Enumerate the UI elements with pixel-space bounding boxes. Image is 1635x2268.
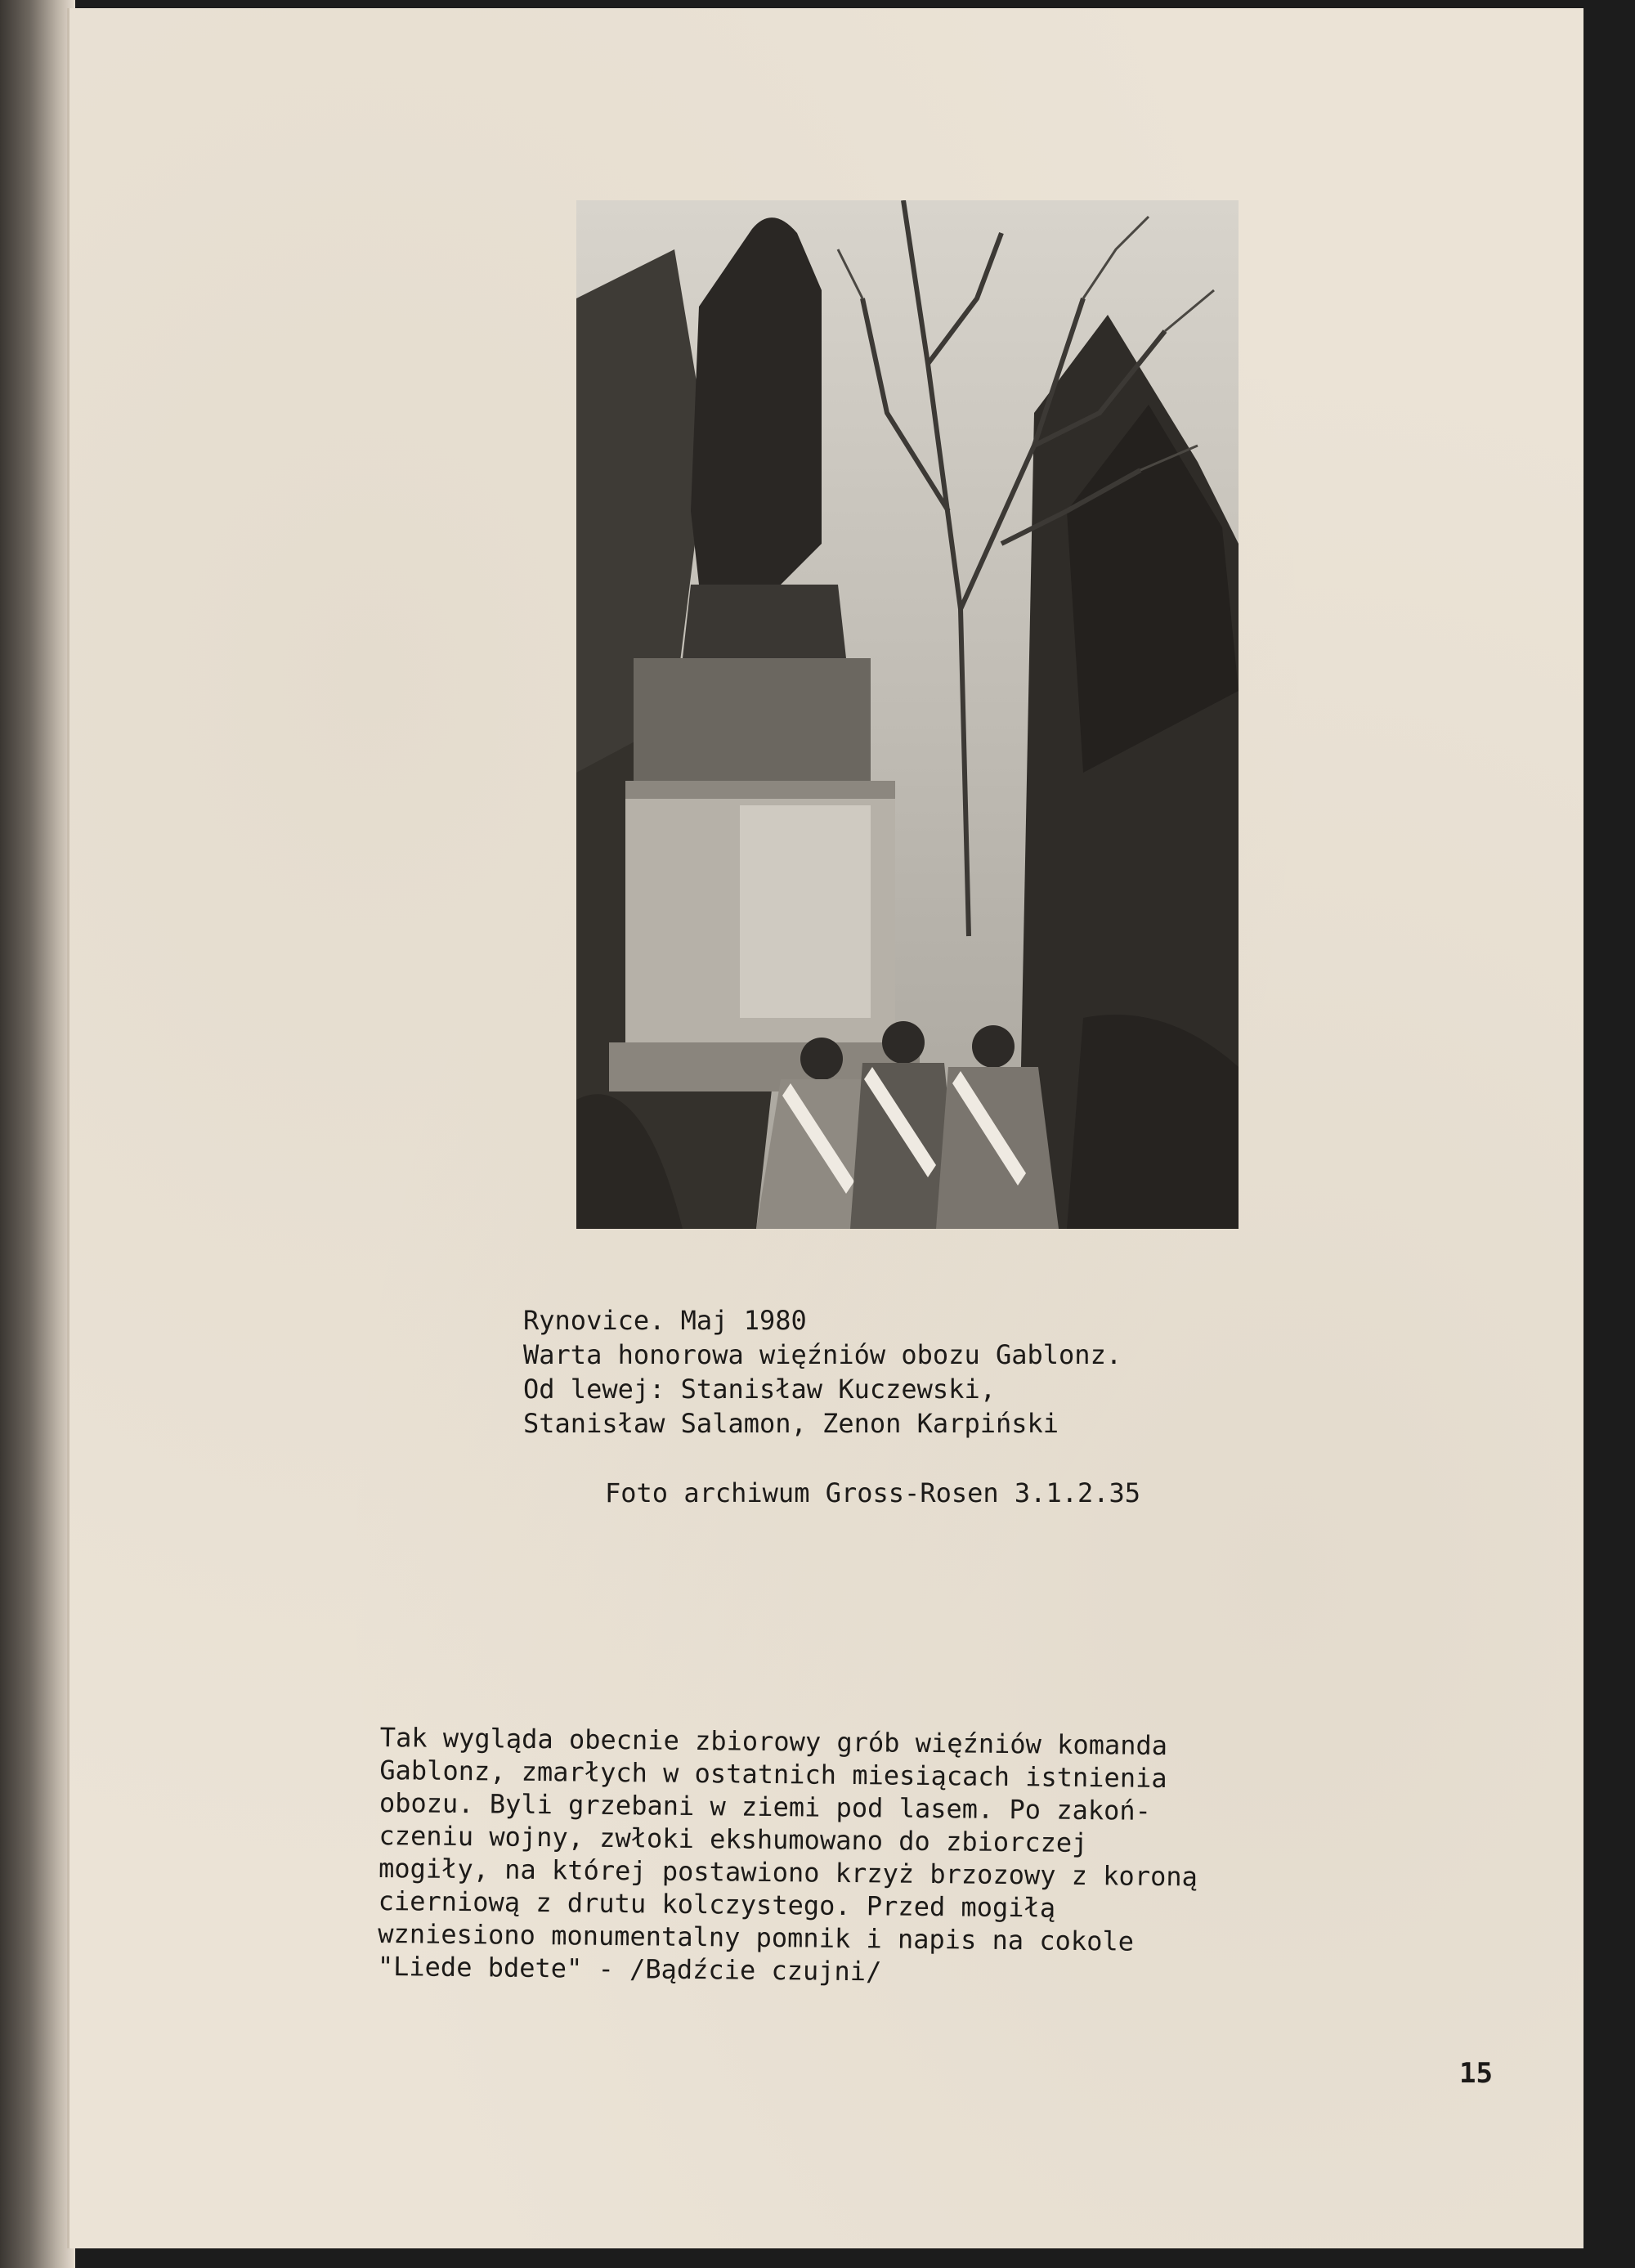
body-line: mogiły, na której postawiono krzyż brzozowy z koroną	[378, 1852, 1198, 1893]
body-line: Tak wygląda obecnie zbiorowy grób więźniów komanda	[379, 1722, 1168, 1762]
document-page	[67, 8, 1583, 2248]
book-gutter	[0, 0, 75, 2268]
body-line: obozu. Byli grzebani w ziemi pod lasem. Po zakoń-	[379, 1786, 1152, 1827]
caption-location-date: Rynovice. Maj 1980	[523, 1305, 807, 1336]
caption-description: Warta honorowa więźniów obozu Gablonz.	[523, 1339, 1122, 1370]
body-line: czeniu wojny, zwłoki ekshumowano do zbiorczej	[379, 1819, 1088, 1859]
caption-names-2: Stanisław Salamon, Zenon Karpiński	[523, 1408, 1059, 1439]
body-line: Gablonz, zmarłych w ostatnich miesiącach istnienia	[379, 1754, 1167, 1795]
body-paragraph	[378, 1721, 1443, 1994]
page-number: 15	[1459, 2057, 1493, 2090]
caption-names-1: Od lewej: Stanisław Kuczewski,	[523, 1374, 996, 1405]
body-line: wzniesiono monumentalny pomnik i napis na cokole	[378, 1917, 1135, 1957]
monument-photo	[576, 200, 1239, 1229]
photo-caption	[523, 1303, 1422, 1441]
body-line: "Liede bdete" - /Bądźcie czujni/	[377, 1950, 882, 1988]
monument-with-honor-guard-icon	[576, 200, 1239, 1229]
body-line: cierniową z drutu kolczystego. Przed mogiłą	[378, 1885, 1056, 1924]
photo-credit: Foto archiwum Gross-Rosen 3.1.2.35	[605, 1477, 1141, 1508]
